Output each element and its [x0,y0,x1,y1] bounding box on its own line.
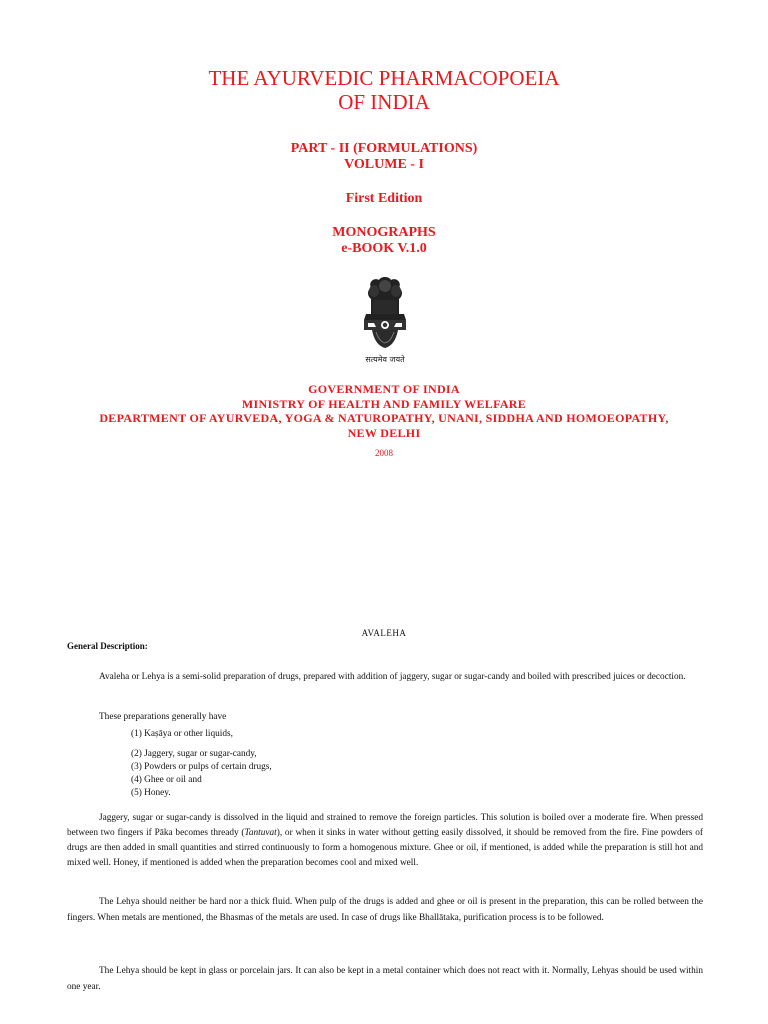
publisher-city: NEW DELHI [347,425,421,440]
paragraph-consistency: The Lehya should neither be hard nor a thick fluid. When pulp of the drugs is added and ghee or oil is present in the preparation, this can be rolled between the fingers. When metals are mentioned, the Bhasmas of the metals are used. In case of drugs like Bhallātaka, purification process is to be followed. [67,897,703,923]
publisher-ministry: MINISTRY OF HEALTH AND FAMILY WELFARE [241,396,527,411]
publisher-gov: GOVERNMENT OF INDIA [308,382,460,396]
list-item: (2) Jaggery, sugar or sugar-candy, [131,749,257,759]
publication-year: 2008 [375,448,393,458]
general-description-heading: General Description: [67,641,148,651]
section-title: AVALEHA [361,628,407,638]
method-term-tantuvat: Tantuvat [244,828,277,838]
volume-label: VOLUME - I [344,157,424,172]
part-volume [0,141,768,173]
publisher-block [0,382,768,440]
title-line-2: OF INDIA [338,90,430,114]
publisher-department: DEPARTMENT OF AYURVEDA, YOGA & NATUROPATHY, UNANI, SIDDHA AND HOMOEOPATHY, [99,411,669,425]
emblem-motto: सत्यमेव जयते [365,355,405,364]
list-item: (4) Ghee or oil and [131,775,202,785]
paragraph-method [67,811,703,871]
ingredients-list [131,728,272,800]
ebook-label: e-BOOK V.1.0 [341,241,427,256]
list-item: (1) Kaṣāya or other liquids, [131,729,233,739]
part-label: PART - II (FORMULATIONS) [290,141,478,156]
list-item: (5) Honey. [131,788,171,798]
method-text-b: ), or when it sinks in water without getting easily dissolved, it should be removed from the fire. Fine powders of drugs are then added in small quantities and stirred continuously to form a homogenous mixture. Ghee or oil, if mentioned, is added while the preparation is still hot and mixed well. Honey, if mentioned is added when the preparation becomes cool and mixed well. [67,828,703,868]
national-emblem [348,274,422,370]
edition-label: First Edition [345,191,423,206]
paragraph-definition: Avaleha or Lehya is a semi-solid preparation of drugs, prepared with addition of jaggery, sugar or sugar-candy and boiled with prescribed juices or decoction. [99,672,686,682]
monographs-block [0,225,768,257]
paragraph-ingredients-intro: These preparations generally have [99,712,227,722]
list-item: (3) Powders or pulps of certain drugs, [131,762,272,772]
cover-title [0,66,768,114]
paragraph-storage: The Lehya should be kept in glass or porcelain jars. It can also be kept in a metal container which does not react with it. Normally, Lehyas should be used within one year. [67,966,703,992]
monographs-label: MONOGRAPHS [332,225,436,240]
method-text-a: Jaggery, sugar or sugar-candy is dissolved in the liquid and strained to remove the foreign particles. This solution is boiled over a moderate fire. When pressed between two fingers if Pāka becomes thready ( [67,813,703,838]
title-line-1: THE AYURVEDIC PHARMACOPOEIA [208,66,560,90]
